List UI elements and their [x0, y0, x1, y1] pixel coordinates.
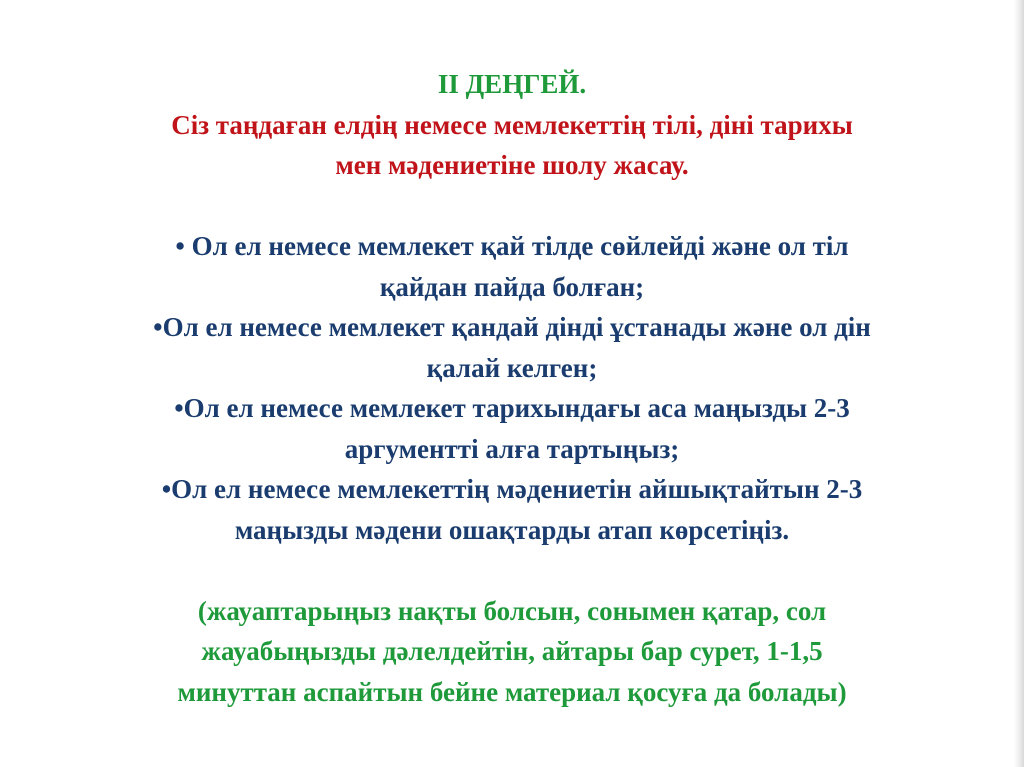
task-subtitle-line-1: Сіз таңдаған елдің немесе мемлекеттің тілі, діні тарихы: [171, 109, 853, 140]
bullet-language-line-1: • Ол ел немесе мемлекет қай тілде сөйлейді және ол тіл: [175, 231, 849, 261]
bullet-language-line-2: қайдан пайда болған;: [379, 271, 645, 302]
spacer: [50, 186, 974, 227]
note-line-2: жауабыңызды дәлелдейтін, айтары бар сурет, 1-1,5: [201, 636, 823, 666]
level-heading: ІІ ДЕҢГЕЙ.: [437, 69, 587, 99]
task-subtitle-line-2: мен мәдениетіне шолу жасау.: [335, 150, 689, 180]
bullet-history-line-2: аргументті алға тартыңыз;: [344, 433, 680, 464]
slide-content: [50, 64, 974, 712]
spacer: [50, 550, 974, 591]
bullet-culture-line-1: •Ол ел немесе мемлекеттің мәдениетін айшықтайтын 2-3: [161, 474, 863, 504]
bullet-religion-line-1: •Ол ел немесе мемлекет қандай дінді ұстанады және ол дін: [153, 312, 871, 342]
bullet-religion-line-2: қалай келген;: [426, 352, 598, 383]
note-line-3: минуттан аспайтын бейне материал қосуға да болады): [177, 676, 847, 707]
bullet-culture-line-2: маңызды мәдени ошақтарды атап көрсетіңіз.: [234, 514, 790, 545]
bullet-history-line-1: •Ол ел немесе мемлекет тарихындағы аса маңызды 2-3: [174, 393, 850, 423]
slide-edge-shadow: [1014, 0, 1024, 767]
note-line-1: (жауаптарыңыз нақты болсын, сонымен қатар, сол: [197, 595, 827, 626]
